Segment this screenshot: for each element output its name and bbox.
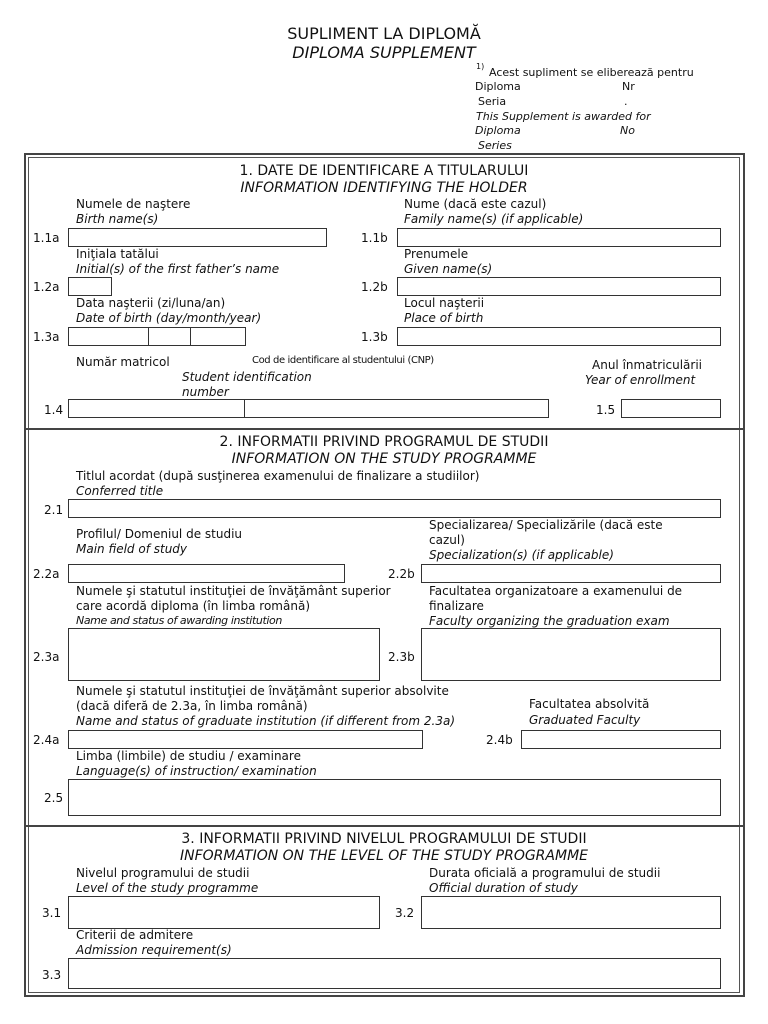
student-number-input[interactable] [68, 399, 245, 418]
awarding-institution-label-ro-1: Numele şi statutul instituţiei de învăţământ superior [76, 584, 391, 598]
given-name-label-ro: Prenumele [404, 247, 469, 261]
father-initial-label-ro: Iniţiala tatălui [76, 247, 159, 261]
enrollment-year-input[interactable] [621, 399, 721, 418]
birth-date-label-ro: Data naşterii (zi/luna/an) [76, 296, 226, 310]
conferred-title-label-ro: Titlul acordat (după susţinerea examenului de finalizare a studiilor) [76, 469, 480, 483]
field-number-3-2: 3.2 [395, 906, 415, 920]
study-duration-label-ro: Durata oficială a programului de studii [429, 866, 661, 880]
birth-name-label-en: Birth name(s) [76, 212, 159, 226]
seria-label-ro: Seria [478, 95, 507, 108]
programme-level-label-ro: Nivelul programului de studii [76, 866, 250, 880]
organizing-faculty-input[interactable] [421, 628, 721, 681]
graduate-institution-label-ro-2: (dacă diferă de 2.3a, în limba română) [76, 699, 308, 713]
diploma-label-en: Diploma [475, 124, 521, 137]
birth-name-label-ro: Numele de naştere [76, 197, 191, 211]
field-number-1-2a: 1.2a [33, 280, 60, 294]
field-number-2-3a: 2.3a [33, 650, 60, 664]
section-divider-1 [24, 428, 745, 430]
birth-date-label-en: Date of birth (day/month/year) [76, 311, 262, 325]
field-number-2-2b: 2.2b [388, 567, 415, 581]
study-duration-input[interactable] [421, 896, 721, 929]
graduated-faculty-label-ro: Facultatea absolvită [529, 697, 650, 711]
field-number-1-3b: 1.3b [361, 330, 388, 344]
father-initial-label-en: Initial(s) of the first father’s name [76, 262, 280, 276]
frame-bottom [24, 995, 745, 997]
father-initial-input[interactable] [68, 277, 112, 296]
family-name-input[interactable] [397, 228, 721, 247]
field-number-2-4b: 2.4b [486, 733, 513, 747]
field-number-1-2b: 1.2b [361, 280, 388, 294]
enrollment-year-label-en: Year of enrollment [585, 373, 696, 387]
frame-inner-left [28, 158, 29, 993]
section2-title-en: INFORMATION ON THE STUDY PROGRAMME [231, 451, 537, 467]
birth-name-input[interactable] [68, 228, 327, 247]
field-of-study-label-ro: Profilul/ Domeniul de studiu [76, 527, 243, 541]
frame-top [24, 153, 745, 155]
awarding-institution-label-ro-2: care acordă diploma (în limba română) [76, 599, 310, 613]
no-label-en: No [620, 124, 635, 137]
specialization-label-en: Specialization(s) (if applicable) [429, 548, 614, 562]
graduate-institution-label-ro-1: Numele şi statutul instituţiei de învăţământ superior absolvite [76, 684, 449, 698]
given-name-label-en: Given name(s) [404, 262, 493, 276]
frame-inner-bottom [28, 992, 740, 993]
diploma-label-ro: Diploma [475, 80, 521, 93]
conferred-title-label-en: Conferred title [76, 484, 164, 498]
specialization-label-ro-2: cazul) [429, 533, 465, 547]
title-ro: SUPLIMENT LA DIPLOMĂ [287, 24, 481, 43]
nr-label-ro: Nr [622, 80, 635, 93]
conferred-title-input[interactable] [68, 499, 721, 518]
frame-inner-top [28, 157, 740, 158]
birth-month-input[interactable] [148, 327, 191, 346]
specialization-input[interactable] [421, 564, 721, 583]
awarding-institution-label-en: Name and status of awarding institution [76, 614, 282, 627]
supplement-note-ro: Acest supliment se eliberează pentru [489, 66, 694, 79]
section1-title-ro: 1. DATE DE IDENTIFICARE A TITULARULUI [239, 163, 529, 179]
graduate-institution-label-en: Name and status of graduate institution (if different from 2.3a) [76, 714, 456, 728]
family-name-label-en: Family name(s) (if applicable) [404, 212, 584, 226]
frame-right [743, 154, 745, 997]
section1-title-en: INFORMATION IDENTIFYING THE HOLDER [240, 180, 528, 196]
language-input[interactable] [68, 779, 721, 816]
section3-title-ro: 3. INFORMATII PRIVIND NIVELUL PROGRAMULUI DE STUDII [181, 831, 587, 847]
organizing-faculty-label-ro-2: finalizare [429, 599, 484, 613]
student-id-label-en-1: Student identification [182, 370, 312, 384]
field-number-3-1: 3.1 [42, 906, 62, 920]
specialization-label-ro-1: Specializarea/ Specializările (dacă este [429, 518, 663, 532]
field-of-study-input[interactable] [68, 564, 345, 583]
section3-title-en: INFORMATION ON THE LEVEL OF THE STUDY PROGRAMME [179, 848, 588, 864]
field-number-2-3b: 2.3b [388, 650, 415, 664]
field-number-2-5: 2.5 [44, 791, 64, 805]
field-number-2-1: 2.1 [44, 503, 64, 517]
footnote-marker: 1) [476, 62, 485, 71]
language-label-en: Language(s) of instruction/ examination [76, 764, 317, 778]
field-number-1-1a: 1.1a [33, 231, 60, 245]
field-number-2-4a: 2.4a [33, 733, 60, 747]
awarding-institution-input[interactable] [68, 628, 380, 681]
admission-label-ro: Criterii de admitere [76, 928, 194, 942]
language-label-ro: Limba (limbile) de studiu / examinare [76, 749, 301, 763]
enrollment-year-label-ro: Anul înmatriculării [592, 358, 703, 372]
study-duration-label-en: Official duration of study [429, 881, 578, 895]
student-number-label-ro: Număr matricol [76, 355, 170, 369]
field-number-1-1b: 1.1b [361, 231, 388, 245]
frame-left [24, 154, 26, 997]
birth-year-input[interactable] [190, 327, 246, 346]
graduated-faculty-input[interactable] [521, 730, 721, 749]
title-en: DIPLOMA SUPPLEMENT [292, 43, 476, 62]
field-number-1-4: 1.4 [44, 403, 64, 417]
section2-title-ro: 2. INFORMATII PRIVIND PROGRAMUL DE STUDII [219, 434, 549, 450]
student-id-label-en-2: number [182, 385, 229, 399]
organizing-faculty-label-en: Faculty organizing the graduation exam [429, 614, 670, 628]
birth-place-label-en: Place of birth [404, 311, 484, 325]
cnp-input[interactable] [244, 399, 549, 418]
graduated-faculty-label-en: Graduated Faculty [529, 713, 641, 727]
field-number-1-3a: 1.3a [33, 330, 60, 344]
section-divider-2 [24, 825, 745, 827]
supplement-note-en: This Supplement is awarded for [476, 110, 651, 123]
admission-input[interactable] [68, 958, 721, 989]
series-label-en: Series [478, 139, 512, 152]
frame-inner-right [739, 158, 740, 993]
cnp-label-ro: Cod de identificare al studentului (CNP) [252, 355, 434, 366]
family-name-label-ro: Nume (dacă este cazul) [404, 197, 547, 211]
admission-label-en: Admission requirement(s) [76, 943, 232, 957]
organizing-faculty-label-ro-1: Facultatea organizatoare a examenului de [429, 584, 683, 598]
birth-place-input[interactable] [397, 327, 721, 346]
field-of-study-label-en: Main field of study [76, 542, 188, 556]
programme-level-label-en: Level of the study programme [76, 881, 259, 895]
field-number-3-3: 3.3 [42, 968, 62, 982]
field-number-1-5: 1.5 [596, 403, 616, 417]
birth-day-input[interactable] [68, 327, 149, 346]
graduate-institution-input[interactable] [68, 730, 423, 749]
programme-level-input[interactable] [68, 896, 380, 929]
seria-dot: . [624, 95, 628, 108]
birth-place-label-ro: Locul naşterii [404, 296, 485, 310]
field-number-2-2a: 2.2a [33, 567, 60, 581]
given-name-input[interactable] [397, 277, 721, 296]
